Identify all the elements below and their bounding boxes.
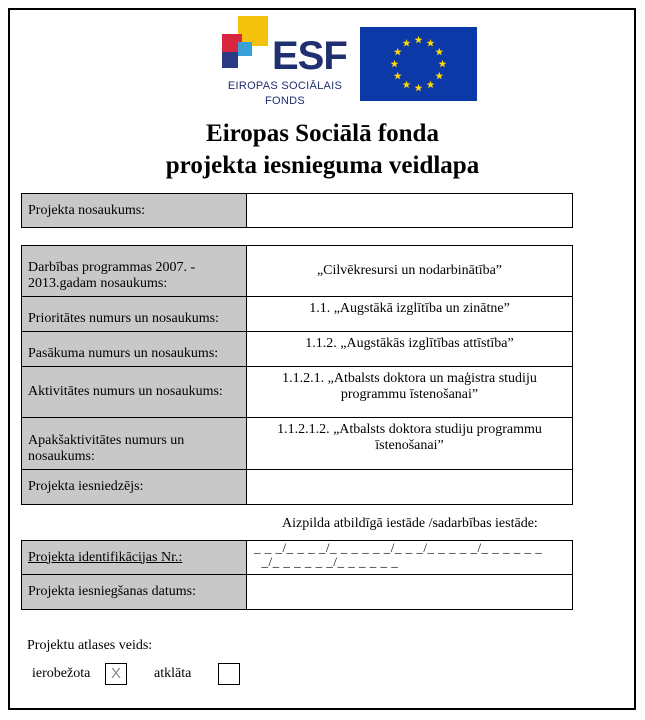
activity-value: 1.1.2.1. „Atbalsts doktora un maģistra studiju programmu īstenošanai”	[247, 367, 573, 418]
priority-label: Prioritātes numurs un nosaukums:	[22, 297, 247, 332]
page-title-line-1: Eiropas Sociālā fonda	[206, 120, 439, 147]
selection-type-title: Projektu atlases veids:	[27, 638, 153, 653]
option-open-label: atklāta	[154, 666, 192, 681]
project-id-label: Projekta identifikācijas Nr.:	[22, 541, 247, 575]
subactivity-value: 1.1.2.1.2. „Atbalsts doktora studiju programmu īstenošanai”	[247, 418, 573, 470]
measure-label: Pasākuma numurs un nosaukums:	[22, 332, 247, 367]
option-restricted-label: ierobežota	[32, 666, 91, 681]
applicant-label: Projekta iesniedzējs:	[22, 470, 247, 505]
activity-label: Aktivitātes numurs un nosaukums:	[22, 367, 247, 418]
project-name-table	[21, 193, 573, 228]
programme-label: Darbības programmas 2007. - 2013.gadam nosaukums:	[22, 246, 247, 297]
subactivity-label: Apakšaktivitātes numurs un nosaukums:	[22, 418, 247, 470]
programme-table	[21, 245, 573, 505]
eu-flag-icon	[360, 27, 477, 101]
submission-date-field[interactable]	[247, 575, 573, 610]
option-open-checkbox[interactable]	[218, 663, 240, 685]
project-name-label: Projekta nosaukums:	[22, 194, 247, 228]
page-title-line-2: projekta iesnieguma veidlapa	[165, 152, 480, 179]
project-name-field[interactable]	[247, 194, 573, 228]
esf-logo-subtitle-1: EIROPAS SOCIĀLAIS	[227, 80, 343, 92]
submission-date-label: Projekta iesniegšanas datums:	[22, 575, 247, 610]
esf-logo-text: ESF	[272, 34, 347, 78]
priority-value: 1.1. „Augstākā izglītība un zinātne”	[247, 297, 573, 332]
programme-value: „Cilvēkresursi un nodarbinātība”	[247, 246, 573, 297]
esf-logo-subtitle-2: FONDS	[265, 95, 305, 107]
project-id-blank-line-2: _/_ _ _ _ _ _/_ _ _ _ _ _	[254, 554, 399, 569]
project-id-blank-line-1: _ _ _/_ _ _ _/_ _ _ _ _ _/_ _ _/_ _ _ _ _/_ _ _ _ _ _	[254, 540, 543, 555]
project-id-blanks	[254, 541, 554, 569]
esf-logo	[218, 16, 348, 108]
option-restricted-checkbox[interactable]: X	[105, 663, 127, 685]
authority-note: Aizpilda atbildīgā iestāde /sadarbības iestāde:	[282, 516, 538, 531]
esf-squares-icon	[218, 16, 270, 68]
measure-value: 1.1.2. „Augstākās izglītības attīstība”	[247, 332, 573, 367]
applicant-field[interactable]	[247, 470, 573, 505]
